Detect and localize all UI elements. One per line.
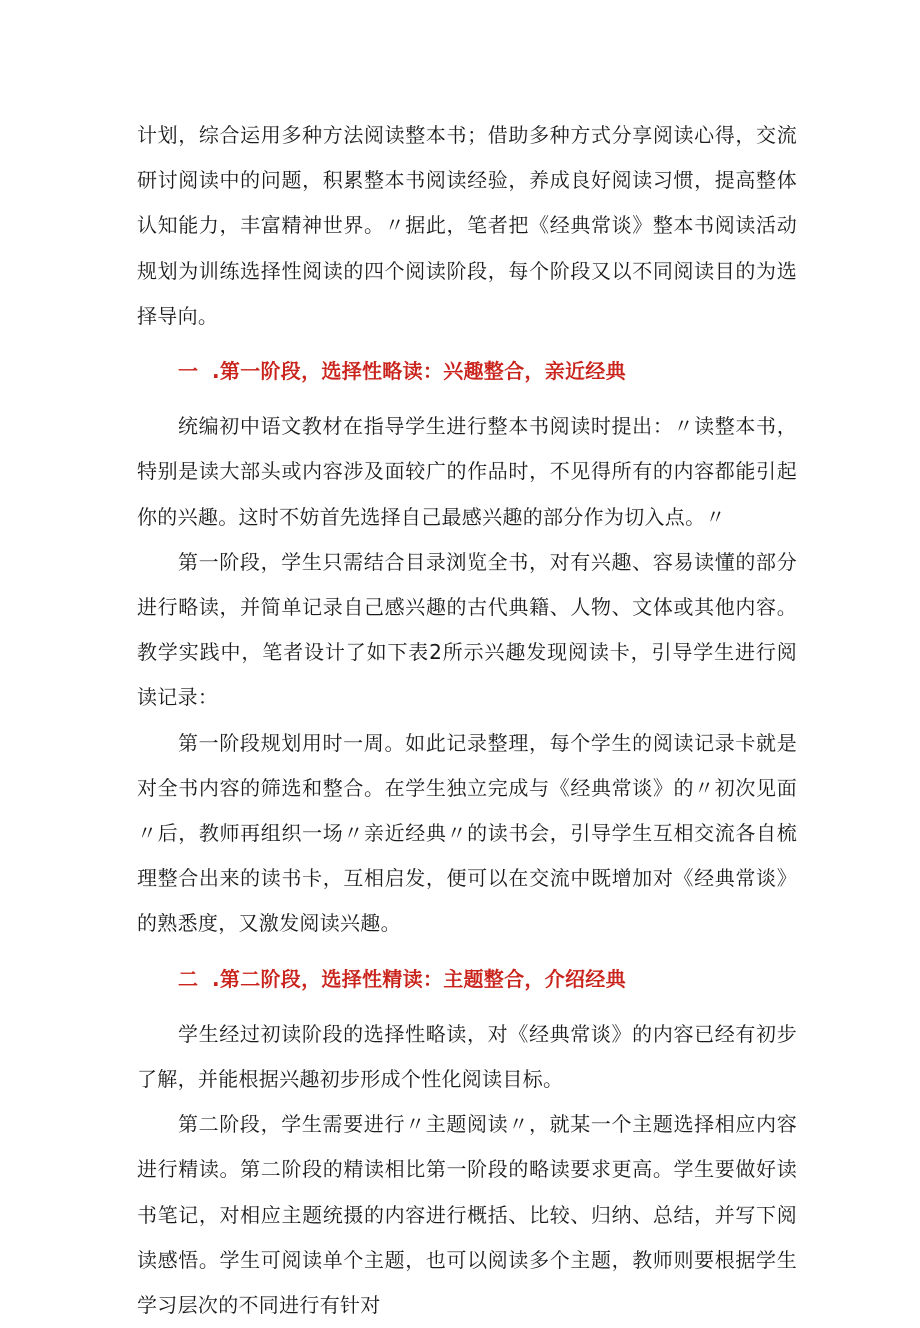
- section-heading-1: [137, 349, 797, 394]
- section-title: .第二阶段，选择性精读：主题整合，介绍经典: [212, 966, 626, 991]
- paragraph: 第一阶段规划用时一周。如此记录整理，每个学生的阅读记录卡就是对全书内容的筛选和整合。在学生独立完成与《经典常谈》的〃初次见面〃后，教师再组织一场〃亲近经典〃的读书会，引导学生互相交流各自梳理整合出来的读书卡，互相启发，便可以在交流中既增加对《经典常谈》的熟悉度，又激发阅读兴趣。: [137, 730, 797, 936]
- paragraph: 学生经过初读阶段的选择性略读，对《经典常谈》的内容已经有初步了解，并能根据兴趣初步形成个性化阅读目标。: [137, 1021, 797, 1092]
- section-heading-2: [137, 957, 797, 1002]
- section-number: 二: [178, 966, 199, 991]
- continued-paragraph: 计划，综合运用多种方法阅读整本书；借助多种方式分享阅读心得，交流研讨阅读中的问题，积累整本书阅读经验，养成良好阅读习惯，提高整体认知能力，丰富精神世界。〃据此，笔者把《经典常谈》整本书阅读活动规划为训练选择性阅读的四个阅读阶段，每个阶段又以不同阅读目的为选择导向。: [137, 123, 797, 328]
- section-number: 一: [178, 359, 199, 384]
- paragraph: 统编初中语文教材在指导学生进行整本书阅读时提出：〃读整本书，特别是读大部头或内容涉及面较广的作品时，不见得所有的内容都能引起你的兴趣。这时不妨首先选择自己最感兴趣的部分作为切入点。〃: [137, 414, 797, 529]
- paragraph: 第一阶段，学生只需结合目录浏览全书，对有兴趣、容易读懂的部分进行略读，并简单记录自己感兴趣的古代典籍、人物、文体或其他内容。教学实践中，笔者设计了如下表2所示兴趣发现阅读卡，引导学生进行阅读记录：: [137, 549, 797, 710]
- document-body: [137, 113, 797, 1328]
- section-title: .第一阶段，选择性略读：兴趣整合，亲近经典: [212, 359, 626, 384]
- paragraph: 第二阶段，学生需要进行〃主题阅读〃，就某一个主题选择相应内容进行精读。第二阶段的精读相比第一阶段的略读要求更高。学生要做好读书笔记，对相应主题统摄的内容进行概括、比较、归纳、总结，并写下阅读感悟。学生可阅读单个主题，也可以阅读多个主题，教师则要根据学生学习层次的不同进行有针对: [137, 1112, 797, 1318]
